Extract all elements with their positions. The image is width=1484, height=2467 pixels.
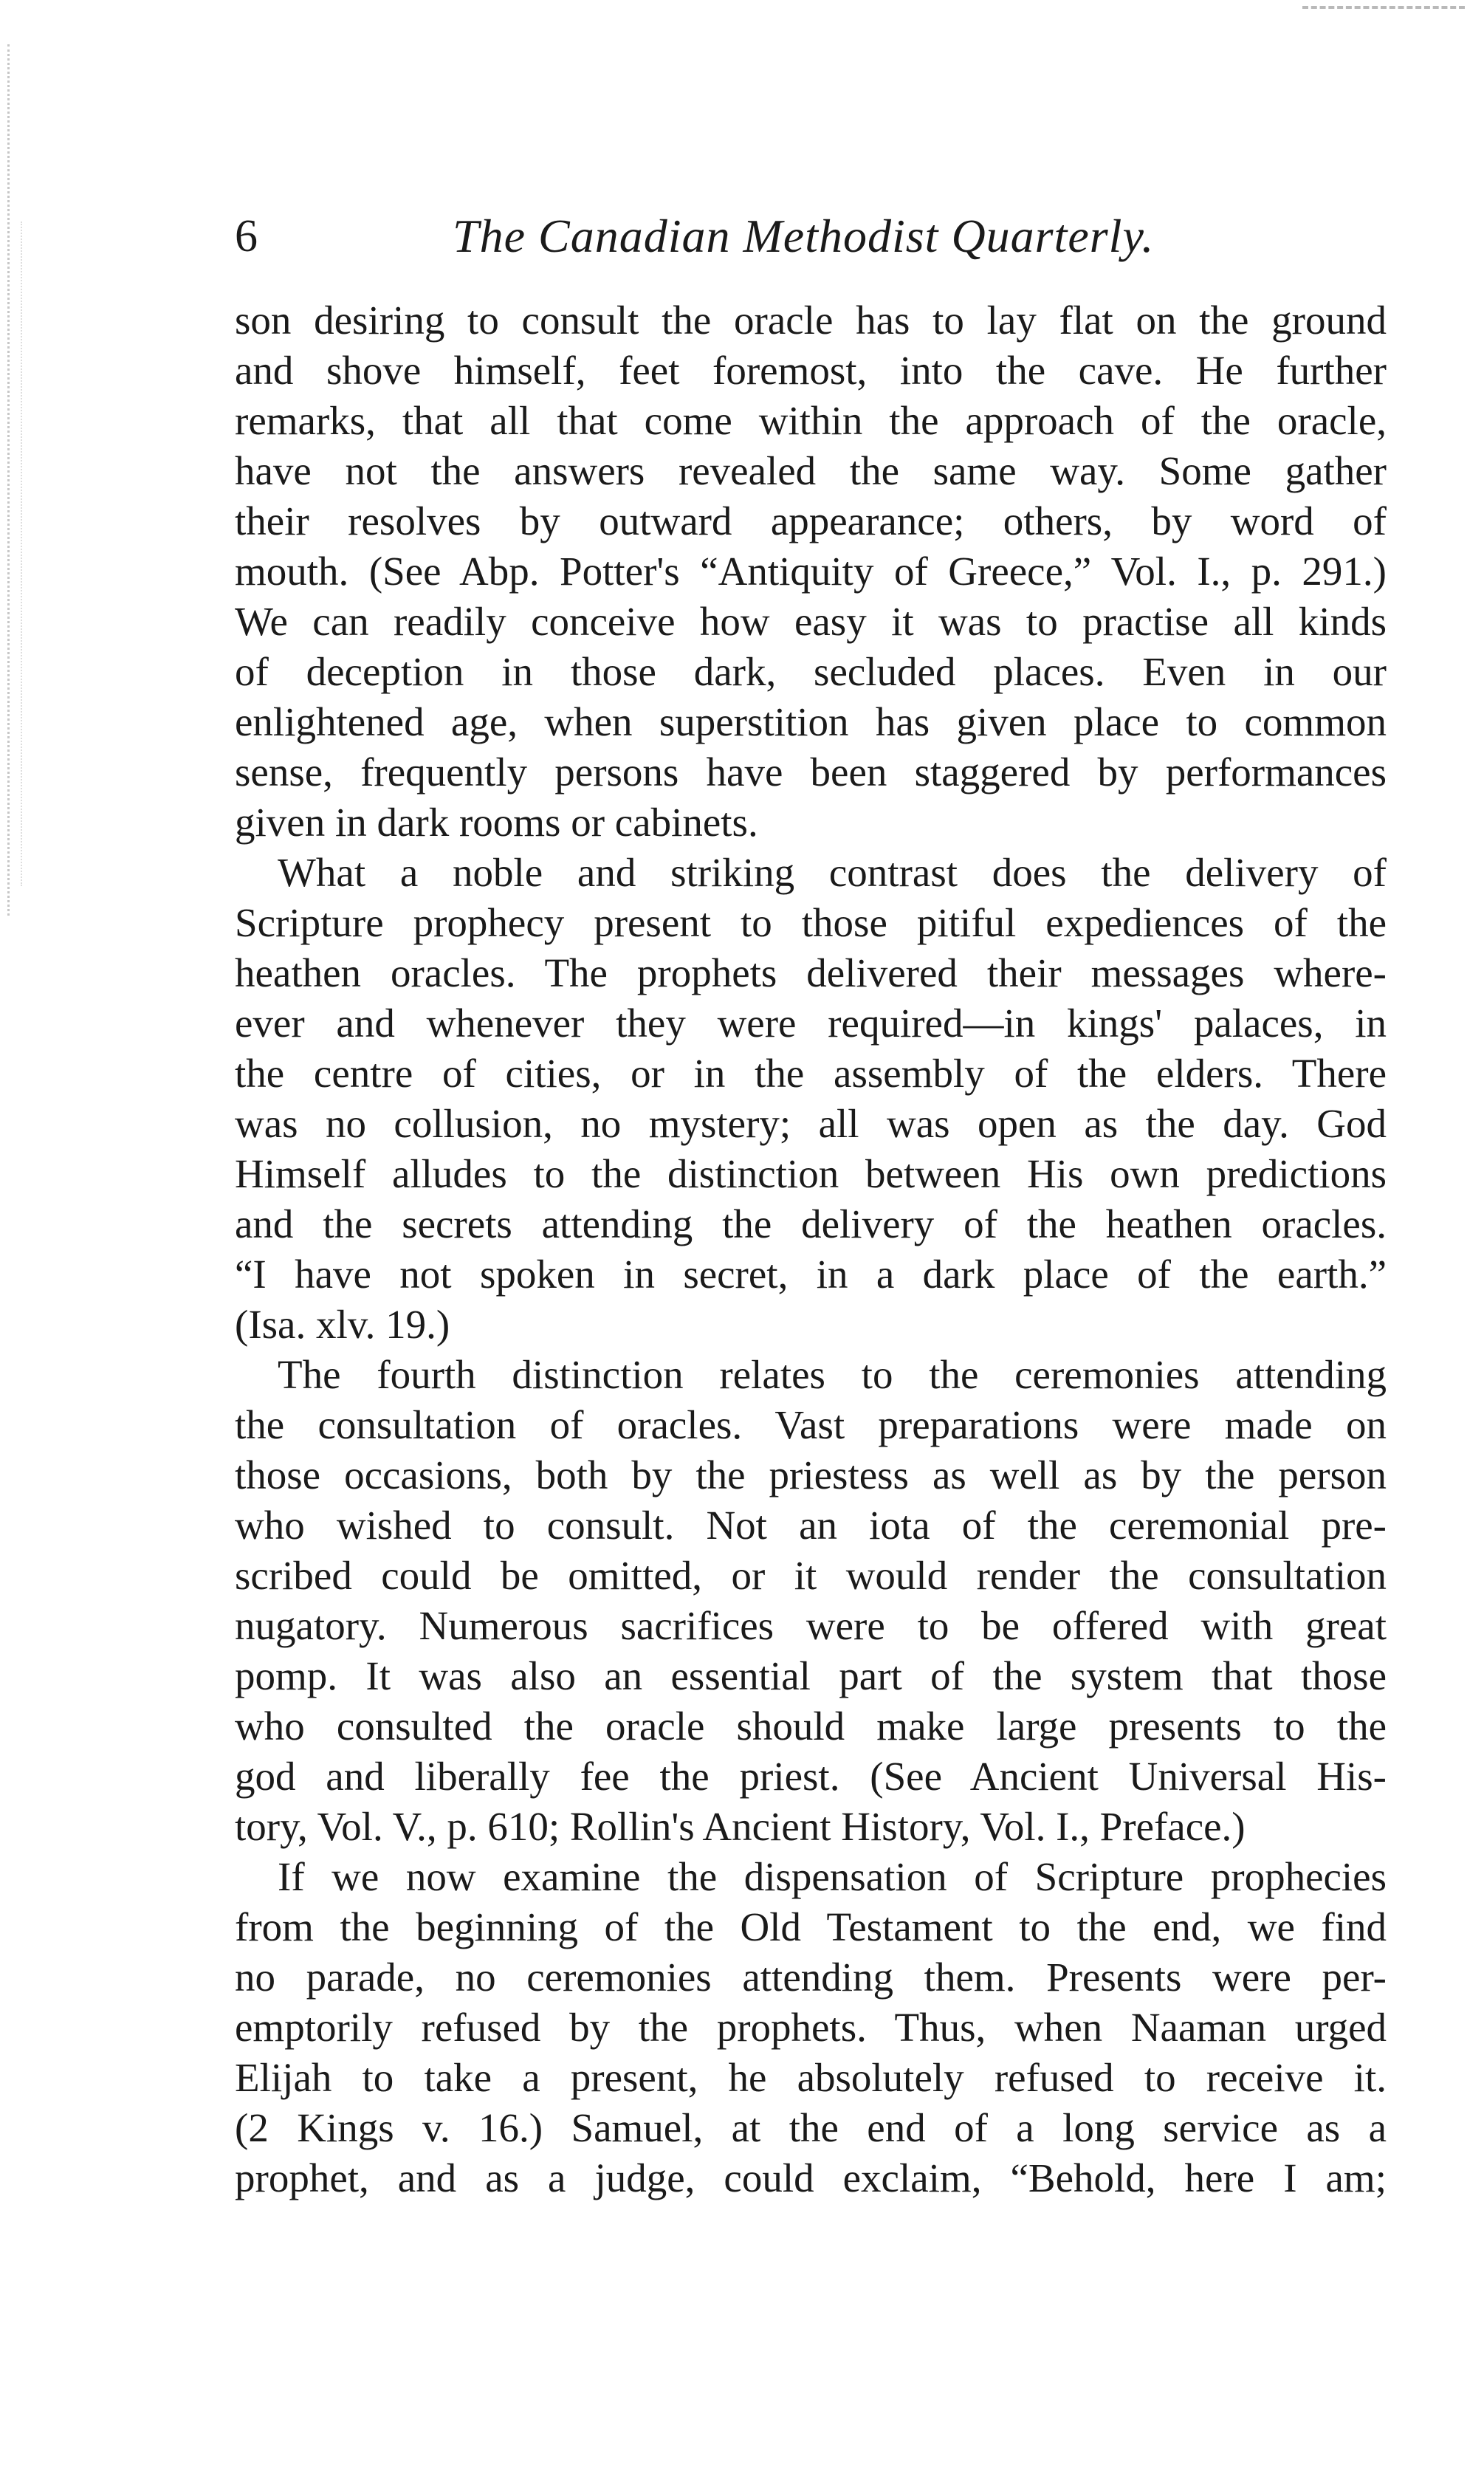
text-line: their resolves by outward appearance; others, by word of (235, 498, 1387, 543)
text-line: no parade, no ceremonies attending them. Presents were per- (235, 1955, 1387, 2000)
text-line: The fourth distinction relates to the ceremonies attending (278, 1352, 1387, 1397)
running-title: The Canadian Methodist Quarterly. (453, 210, 1155, 262)
text-line: from the beginning of the Old Testament to the end, we find (235, 1904, 1387, 1949)
text-line: sense, frequently persons have been staggered by performances (235, 749, 1387, 795)
text-line: the consultation of oracles. Vast preparations were made on (235, 1402, 1387, 1447)
text-line: was no collusion, no mystery; all was open as the day. God (235, 1101, 1387, 1146)
text-line: Elijah to take a present, he absolutely refused to receive it. (235, 2055, 1387, 2100)
text-line: remarks, that all that come within the approach of the oracle, (235, 398, 1387, 443)
scan-artifact-top-right (1302, 6, 1465, 9)
body-text (235, 295, 1387, 2203)
text-line: If we now examine the dispensation of Scripture prophecies (278, 1854, 1387, 1899)
page-header (235, 207, 1387, 266)
text-line: scribed could be omitted, or it would render the consultation (235, 1553, 1387, 1598)
text-line: “I have not spoken in secret, in a dark place of the earth.” (235, 1252, 1387, 1297)
text-line: god and liberally fee the priest. (See Ancient Universal His- (235, 1754, 1387, 1799)
text-line: nugatory. Numerous sacrifices were to be offered with great (235, 1603, 1387, 1648)
text-line: given in dark rooms or cabinets. (235, 800, 758, 845)
text-line: enlightened age, when superstition has given place to common (235, 699, 1387, 744)
text-line: and shove himself, feet foremost, into the cave. He further (235, 348, 1387, 393)
text-line: Scripture prophecy present to those pitiful expediences of the (235, 900, 1387, 945)
text-line: Himself alludes to the distinction between His own predictions (235, 1151, 1387, 1196)
text-line: ever and whenever they were required—in kings' palaces, in (235, 1001, 1387, 1046)
text-line: What a noble and striking contrast does the delivery of (278, 850, 1387, 895)
text-line: (Isa. xlv. 19.) (235, 1302, 450, 1347)
text-line: and the secrets attending the delivery of the heathen oracles. (235, 1201, 1387, 1246)
text-line: pomp. It was also an essential part of the system that those (235, 1653, 1387, 1698)
text-line: son desiring to consult the oracle has to lay flat on the ground (235, 298, 1387, 343)
scan-artifact-left-margin-inner (21, 222, 44, 886)
text-line: tory, Vol. V., p. 610; Rollin's Ancient History, Vol. I., Preface.) (235, 1804, 1246, 1849)
text-line: emptorily refused by the prophets. Thus, when Naaman urged (235, 2005, 1387, 2050)
text-line: We can readily conceive how easy it was to practise all kinds (235, 599, 1387, 644)
text-line: who consulted the oracle should make large presents to the (235, 1703, 1387, 1749)
page-number: 6 (235, 211, 258, 261)
text-line: of deception in those dark, secluded places. Even in our (235, 649, 1387, 694)
text-line: mouth. (See Abp. Potter's “Antiquity of Greece,” Vol. I., p. 291.) (235, 549, 1387, 594)
text-line: (2 Kings v. 16.) Samuel, at the end of a long service as a (235, 2105, 1387, 2150)
text-line: those occasions, both by the priestess as well as by the person (235, 1452, 1387, 1497)
text-line: have not the answers revealed the same way. Some gather (235, 448, 1387, 493)
text-line: who wished to consult. Not an iota of the ceremonial pre- (235, 1503, 1387, 1548)
text-line: prophet, and as a judge, could exclaim, “Behold, here I am; (235, 2155, 1387, 2200)
text-line: the centre of cities, or in the assembly of the elders. There (235, 1051, 1387, 1096)
text-line: heathen oracles. The prophets delivered their messages where- (235, 950, 1387, 995)
